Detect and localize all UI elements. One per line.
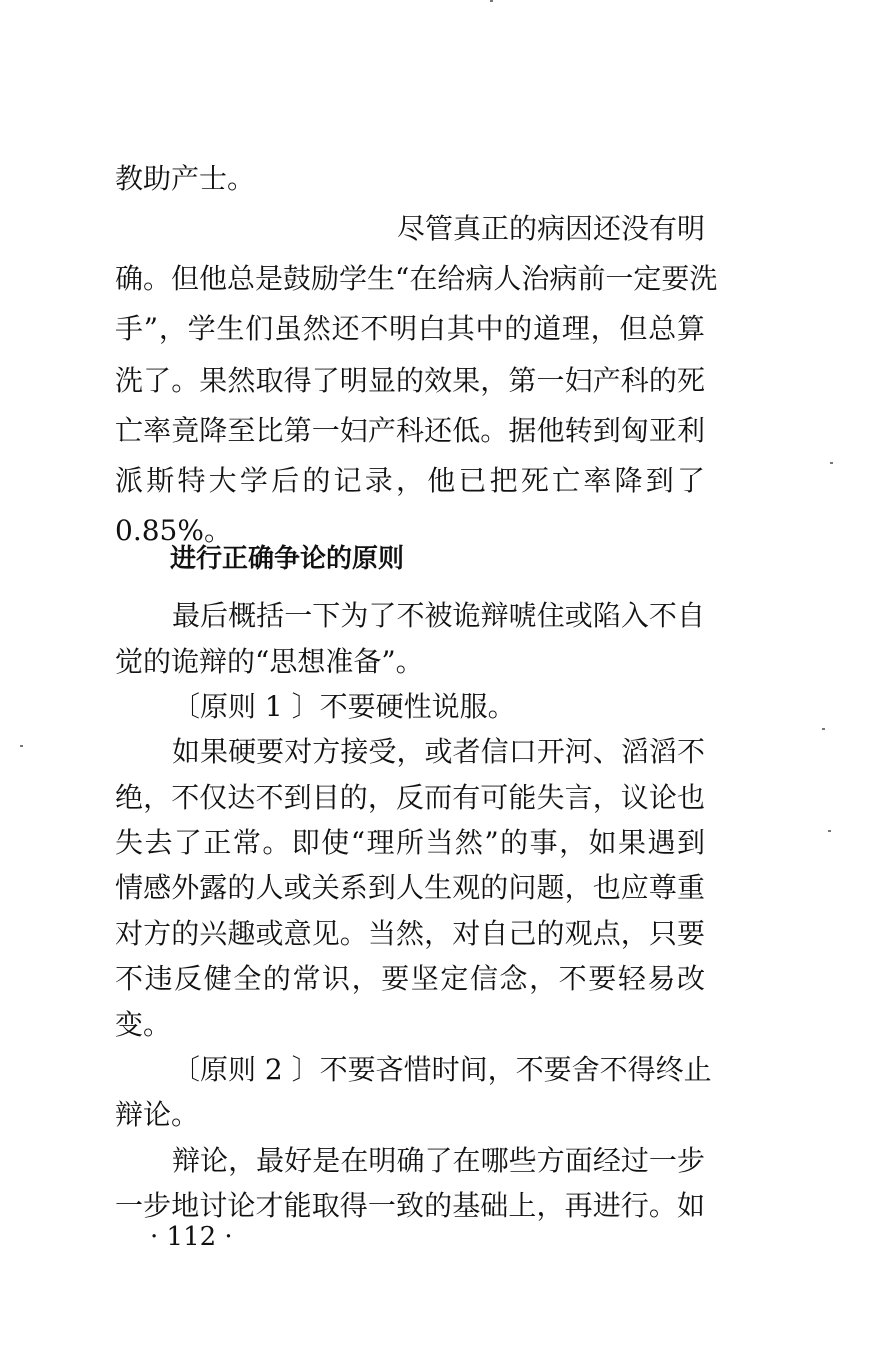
principle-1-line: 〔原则 1 〕不要硬性说服。 <box>172 690 516 723</box>
text-line: 辩论。 <box>115 1098 200 1131</box>
text-line: 辩论，最好是在明确了在哪些方面经过一步 <box>172 1144 705 1177</box>
text-line: 失去了正常。即使“理所当然”的事，如果遇到 <box>115 826 705 859</box>
section-heading: 进行正确争论的原则 <box>170 544 405 574</box>
text-line: 确。但他总是鼓励学生“在给病人治病前一定要洗 <box>115 262 718 295</box>
text-line: 变。 <box>115 1008 172 1041</box>
text-line: 觉的诡辩的“思想准备”。 <box>115 645 424 678</box>
page-number: · 112 · <box>150 1222 233 1252</box>
text-line: 派斯特大学后的记录，他已把死亡率降到了 <box>115 464 705 497</box>
principle-2-line: 〔原则 2 〕不要吝惜时间，不要舍不得终止 <box>172 1053 712 1086</box>
text-line: 手”，学生们虽然还不明白其中的道理，但总算 <box>115 312 705 345</box>
scan-speck <box>20 745 23 747</box>
text-line: 一步地讨论才能取得一致的基础上，再进行。如 <box>115 1189 705 1222</box>
text-line: 如果硬要对方接受，或者信口开河、滔滔不 <box>172 735 705 768</box>
scan-speck <box>830 462 833 464</box>
scan-speck <box>822 728 825 730</box>
text-line: 尽管真正的病因还没有明 <box>397 212 706 245</box>
text-line: 情感外露的人或关系到人生观的问题，也应尊重 <box>115 871 705 904</box>
text-line: 0.85%。 <box>115 514 232 547</box>
text-line: 最后概括一下为了不被诡辩唬住或陷入不自 <box>172 599 705 632</box>
text-line: 亡率竟降至比第一妇产科还低。据他转到匈亚利 <box>115 414 705 447</box>
text-line: 洗了。果然取得了明显的效果，第一妇产科的死 <box>115 364 705 397</box>
text-line: 不违反健全的常识，要坚定信念，不要轻易改 <box>115 962 705 995</box>
text-line: 教助产士。 <box>115 162 256 195</box>
text-line: 绝，不仅达不到目的，反而有可能失言，议论也 <box>115 781 705 814</box>
text-line: 对方的兴趣或意见。当然，对自己的观点，只要 <box>115 917 705 950</box>
scan-speck <box>828 830 831 832</box>
scan-speck <box>490 0 493 2</box>
